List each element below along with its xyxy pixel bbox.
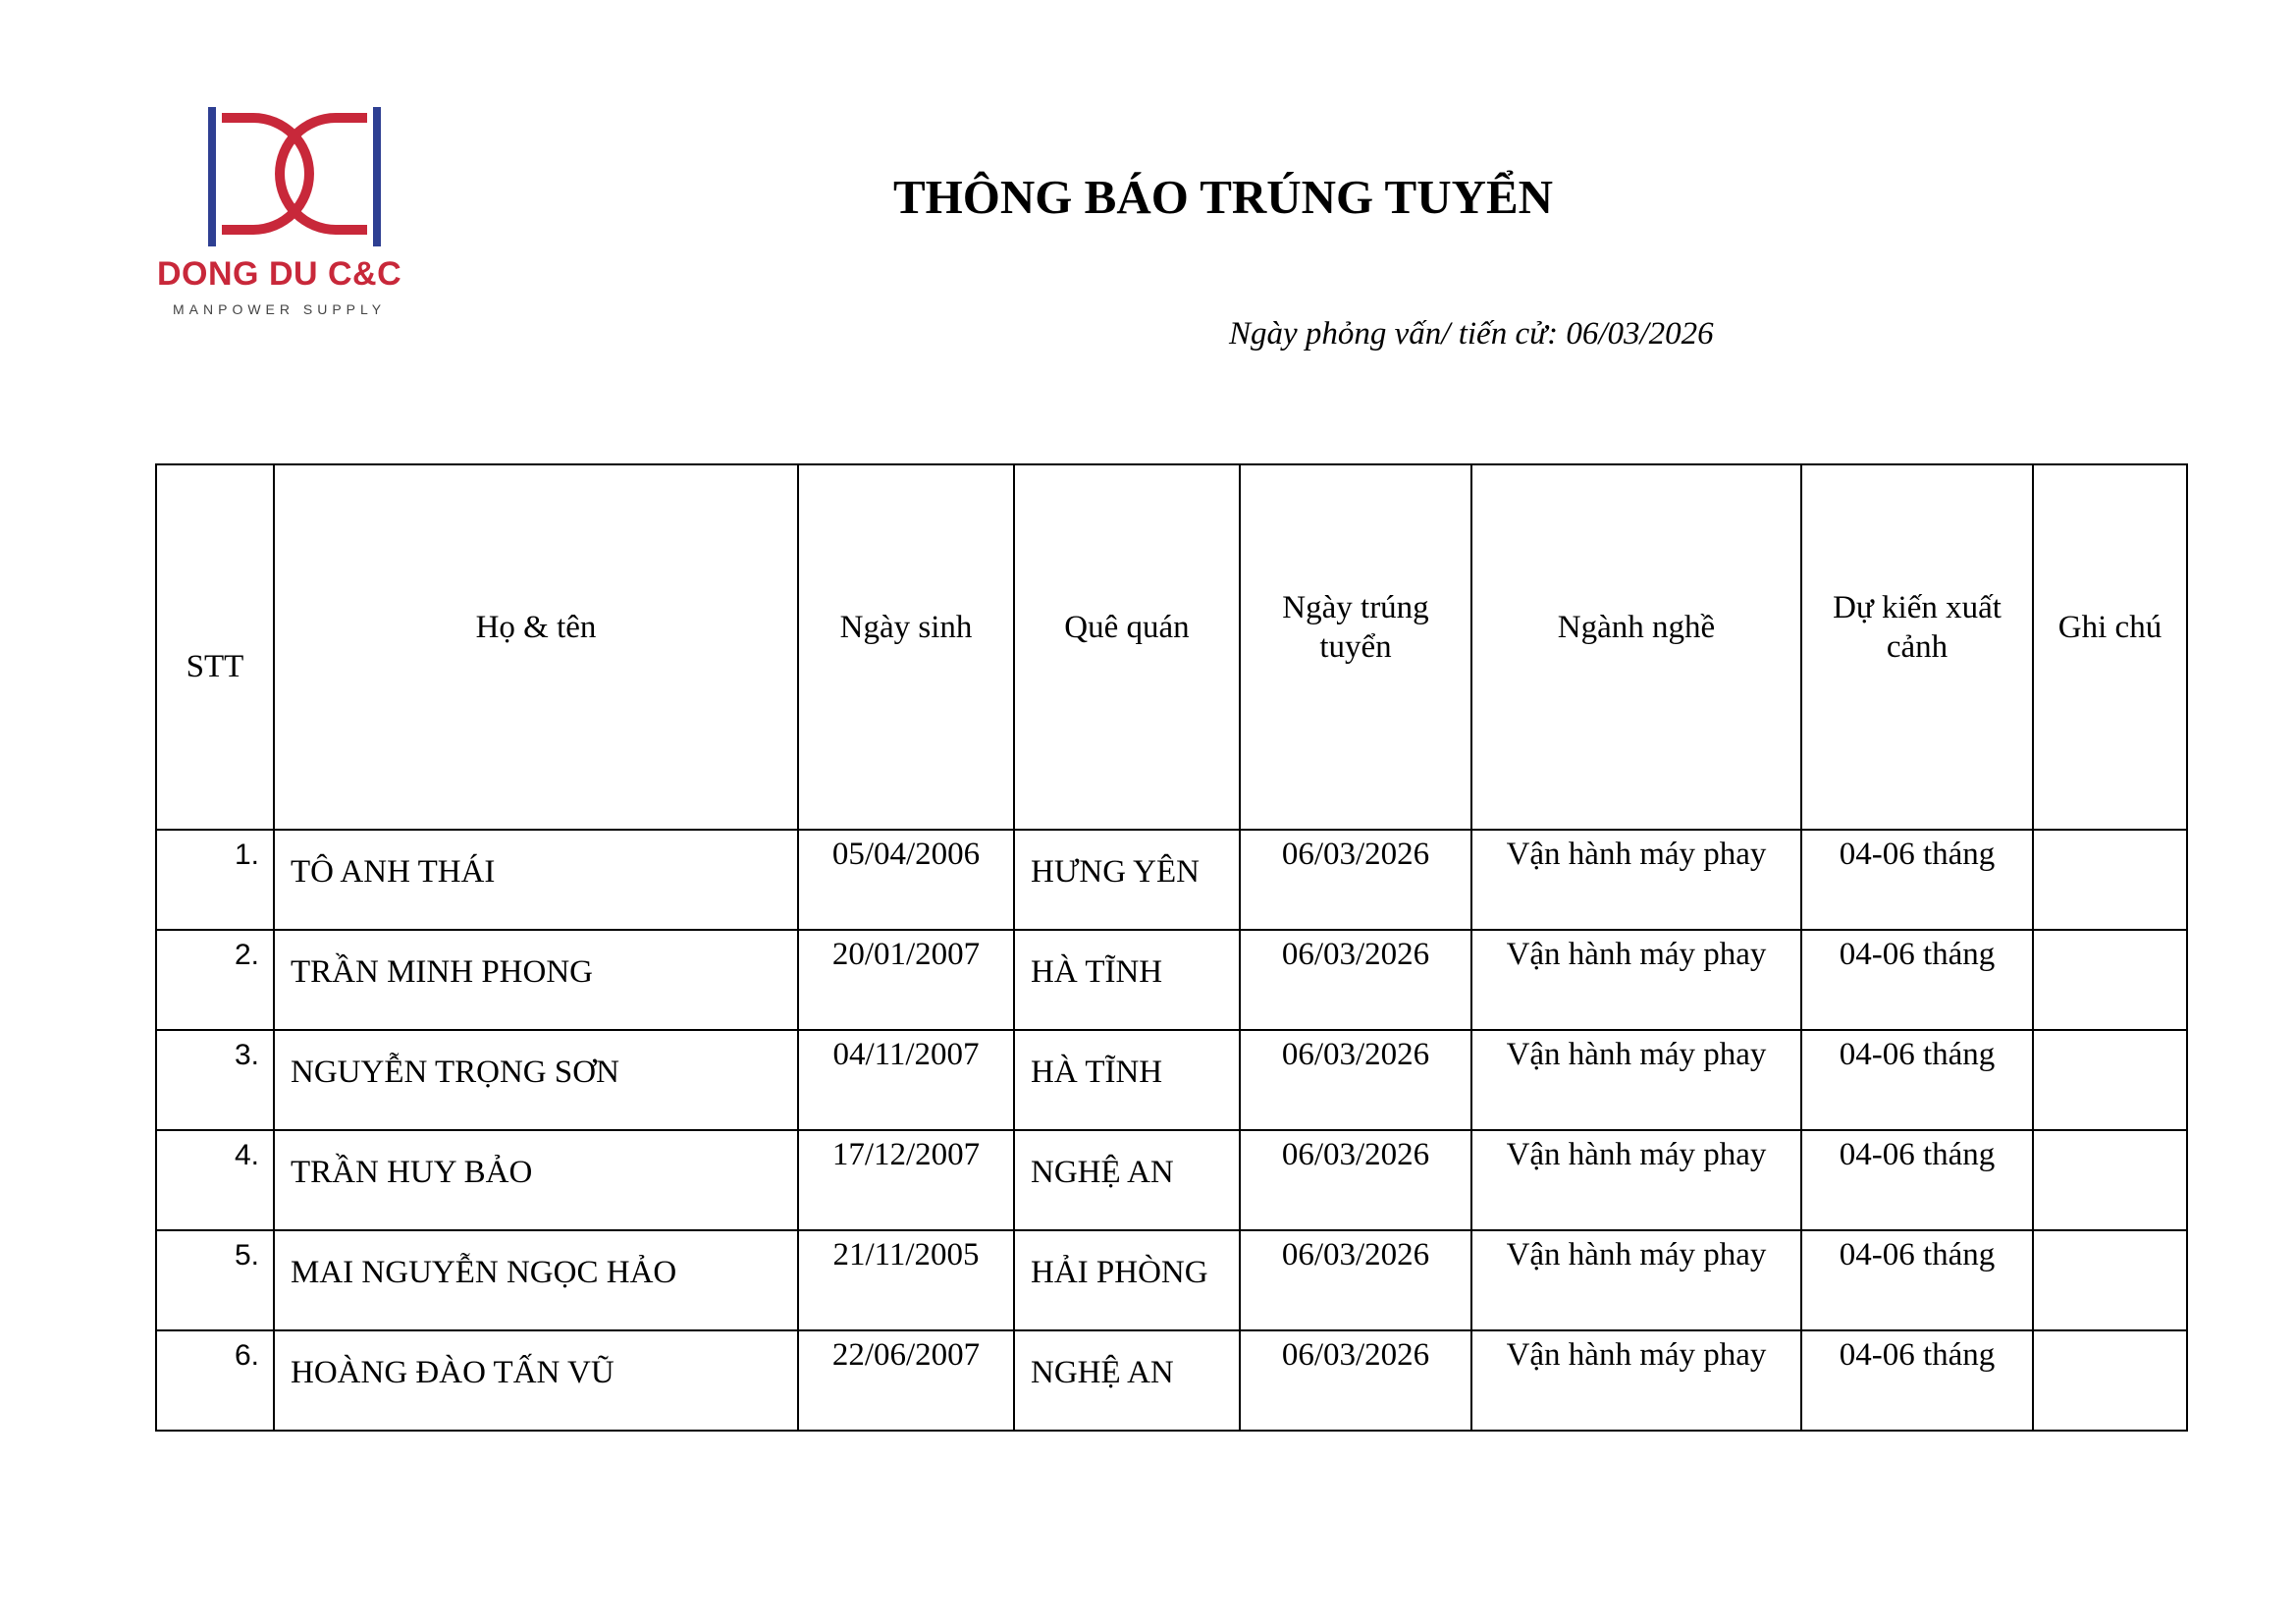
- header-occupation: Ngành nghề: [1471, 464, 1801, 830]
- table-row: [156, 1230, 2187, 1330]
- cell-occupation: Vận hành máy phay: [1471, 1230, 1801, 1330]
- cell-name: TÔ ANH THÁI: [274, 830, 798, 930]
- cell-departure: 04-06 tháng: [1801, 1330, 2033, 1431]
- table-row: [156, 1030, 2187, 1130]
- header-dob: Ngày sinh: [798, 464, 1014, 830]
- cell-hometown: HÀ TĨNH: [1014, 930, 1240, 1030]
- cell-stt: 6.: [156, 1330, 274, 1431]
- cell-hometown: HẢI PHÒNG: [1014, 1230, 1240, 1330]
- logo-tagline: MANPOWER SUPPLY: [173, 301, 387, 317]
- cell-note: [2033, 1130, 2187, 1230]
- company-logo: [157, 103, 452, 329]
- cell-hometown: NGHỆ AN: [1014, 1130, 1240, 1230]
- cell-occupation: Vận hành máy phay: [1471, 1330, 1801, 1431]
- header-name: Họ & tên: [274, 464, 798, 830]
- cell-selected-date: 06/03/2026: [1240, 930, 1471, 1030]
- cell-departure: 04-06 tháng: [1801, 830, 2033, 930]
- cell-name: HOÀNG ĐÀO TẤN VŨ: [274, 1330, 798, 1431]
- cell-selected-date: 06/03/2026: [1240, 1130, 1471, 1230]
- cell-dob: 17/12/2007: [798, 1130, 1014, 1230]
- results-table: [155, 463, 2188, 1432]
- cell-note: [2033, 1230, 2187, 1330]
- cell-stt: 2.: [156, 930, 274, 1030]
- cell-dob: 05/04/2006: [798, 830, 1014, 930]
- page-title: THÔNG BÁO TRÚNG TUYỂN: [893, 170, 1554, 224]
- table-row: [156, 830, 2187, 930]
- cell-name: TRẦN MINH PHONG: [274, 930, 798, 1030]
- cell-stt: 4.: [156, 1130, 274, 1230]
- cell-note: [2033, 830, 2187, 930]
- cell-name: MAI NGUYỄN NGỌC HẢO: [274, 1230, 798, 1330]
- cell-dob: 22/06/2007: [798, 1330, 1014, 1431]
- cell-name: NGUYỄN TRỌNG SƠN: [274, 1030, 798, 1130]
- cell-note: [2033, 1330, 2187, 1431]
- cell-departure: 04-06 tháng: [1801, 930, 2033, 1030]
- cell-stt: 3.: [156, 1030, 274, 1130]
- cell-occupation: Vận hành máy phay: [1471, 830, 1801, 930]
- cell-occupation: Vận hành máy phay: [1471, 1130, 1801, 1230]
- logo-mark-icon: [157, 103, 452, 250]
- cell-selected-date: 06/03/2026: [1240, 1230, 1471, 1330]
- cell-selected-date: 06/03/2026: [1240, 1330, 1471, 1431]
- cell-hometown: HƯNG YÊN: [1014, 830, 1240, 930]
- cell-note: [2033, 930, 2187, 1030]
- cell-occupation: Vận hành máy phay: [1471, 930, 1801, 1030]
- logo-name: DONG DU C&C: [157, 255, 402, 293]
- cell-occupation: Vận hành máy phay: [1471, 1030, 1801, 1130]
- cell-dob: 04/11/2007: [798, 1030, 1014, 1130]
- cell-dob: 21/11/2005: [798, 1230, 1014, 1330]
- header-departure: Dự kiến xuất cảnh: [1801, 464, 2033, 830]
- table-row: [156, 1330, 2187, 1431]
- cell-dob: 20/01/2007: [798, 930, 1014, 1030]
- cell-selected-date: 06/03/2026: [1240, 1030, 1471, 1130]
- table-header-row: [156, 464, 2187, 830]
- header-hometown: Quê quán: [1014, 464, 1240, 830]
- cell-stt: 1.: [156, 830, 274, 930]
- cell-departure: 04-06 tháng: [1801, 1030, 2033, 1130]
- cell-note: [2033, 1030, 2187, 1130]
- cell-stt: 5.: [156, 1230, 274, 1330]
- header-selected-date: Ngày trúng tuyển: [1240, 464, 1471, 830]
- cell-name: TRẦN HUY BẢO: [274, 1130, 798, 1230]
- cell-selected-date: 06/03/2026: [1240, 830, 1471, 930]
- cell-departure: 04-06 tháng: [1801, 1230, 2033, 1330]
- table-row: [156, 930, 2187, 1030]
- cell-hometown: NGHỆ AN: [1014, 1330, 1240, 1431]
- cell-hometown: HÀ TĨNH: [1014, 1030, 1240, 1130]
- interview-date: Ngày phỏng vấn/ tiến cử: 06/03/2026: [1229, 316, 1714, 352]
- header-note: Ghi chú: [2033, 464, 2187, 830]
- header-stt: STT: [156, 464, 274, 830]
- table-row: [156, 1130, 2187, 1230]
- cell-departure: 04-06 tháng: [1801, 1130, 2033, 1230]
